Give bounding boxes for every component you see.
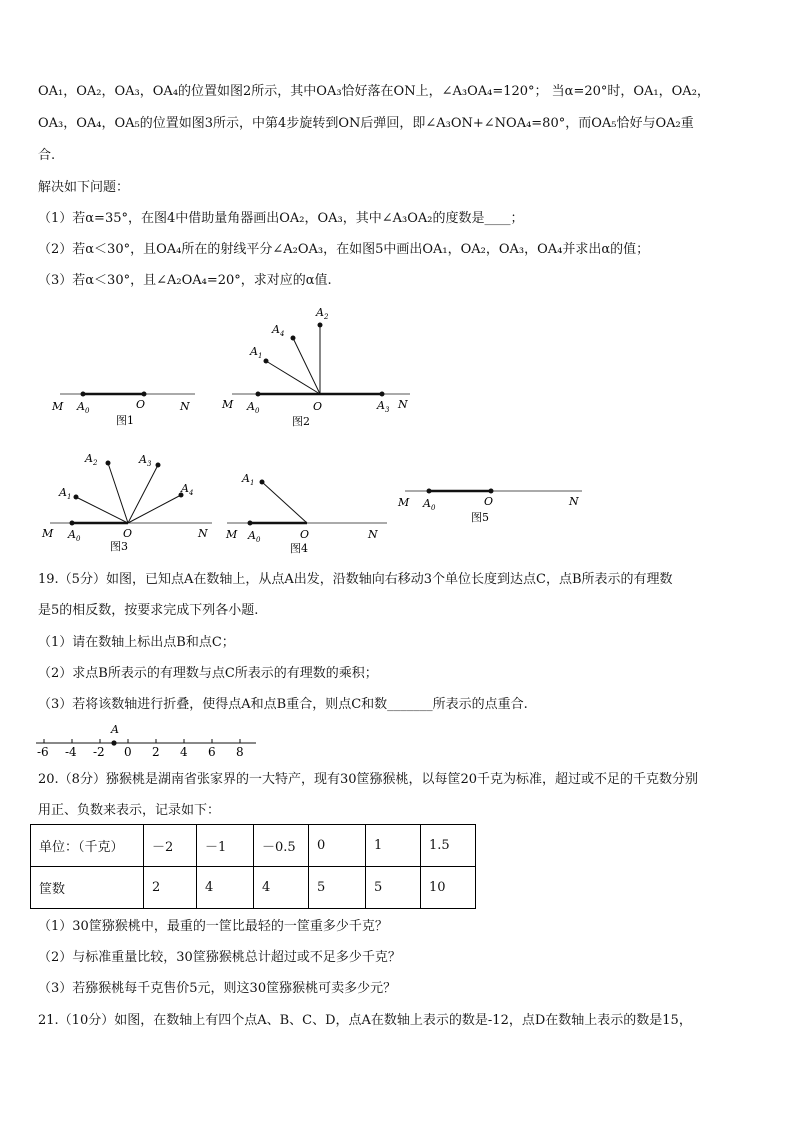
- fig2-label-o: O: [313, 400, 323, 413]
- text-line-4: 解决如下问题：: [38, 180, 130, 195]
- table-cell: 0: [309, 825, 366, 867]
- figure-4: [222, 466, 392, 558]
- fig4-label-o: O: [300, 528, 310, 541]
- fig5-label-a0: $A_0$: [423, 497, 436, 512]
- problem-20-q1: （1）30筐猕猴桃中，最重的一筐比最轻的一筐重多少千克？: [38, 919, 388, 934]
- problem-21-line-1: 21.（10分）如图，在数轴上有四个点A、B、C、D，点A在数轴上表示的数是-12，点D在数轴上表示的数是15，: [38, 1013, 692, 1028]
- table-cell: －2: [144, 825, 197, 867]
- weight-record-table: [30, 824, 476, 909]
- fig1-label-m: M: [52, 400, 64, 413]
- tick-label: 2: [152, 745, 160, 759]
- fig2-label-a4: $A_4$: [272, 323, 285, 338]
- table-cell: 4: [254, 867, 309, 909]
- table-cell: 5: [366, 867, 421, 909]
- figure-3: [40, 448, 225, 558]
- fig4-label-m: M: [226, 528, 238, 541]
- table-cell: 10: [421, 867, 476, 909]
- table-row: [31, 867, 476, 909]
- figure-2: [220, 300, 420, 435]
- table-cell: 1: [366, 825, 421, 867]
- table-cell: 筐数: [31, 867, 144, 909]
- figure-1: [40, 380, 210, 430]
- point-a-marker: [111, 740, 116, 745]
- number-line-tick-marks: [44, 739, 240, 743]
- fig2-label-a0: $A_0$: [247, 400, 260, 415]
- fig2-label-m: M: [222, 398, 234, 411]
- table-cell: 5: [309, 867, 366, 909]
- tick-label: 4: [180, 745, 188, 759]
- text-line-3: 合.: [38, 148, 56, 163]
- problem-20-line-2: 用正、负数来表示，记录如下：: [38, 803, 221, 818]
- fig5-label-o: O: [484, 495, 494, 508]
- table-cell: －0.5: [254, 825, 309, 867]
- fig2-label-a1: $A_1$: [250, 345, 263, 360]
- question-2: （2）若α＜30°，且OA₄所在的射线平分∠A₂OA₃，在如图5中画出OA₁，OA₂，OA₃，OA₄并求出α的值；: [38, 242, 650, 257]
- fig3-label-a3: $A_3$: [139, 453, 152, 468]
- text-line-2: OA₃，OA₄，OA₅的位置如图3所示，中第4步旋转到ON后弹回，即∠A₃ON+∠NOA₄=80°，而OA₅恰好与OA₂重: [38, 116, 694, 131]
- table-cell: 单位：（千克）: [31, 825, 144, 867]
- fig1-label-o: O: [136, 398, 146, 411]
- table-cell: －1: [197, 825, 254, 867]
- fig4-label-a0: $A_0$: [248, 529, 261, 544]
- point-a-label: A: [111, 723, 119, 736]
- fig1-label-n: N: [180, 400, 190, 413]
- problem-19-line-1: 19.（5分）如图，已知点A在数轴上，从点A出发，沿数轴向右移动3个单位长度到达点C，点B所表示的有理数: [38, 572, 673, 587]
- tick-label: -2: [93, 745, 105, 759]
- fig4-label-a1: $A_1$: [242, 472, 255, 487]
- fig2-caption: 图2: [292, 415, 310, 428]
- number-line: [34, 720, 264, 762]
- table-row: [31, 825, 476, 867]
- fig5-label-n: N: [569, 495, 579, 508]
- tick-label: 6: [208, 745, 216, 759]
- problem-20-line-1: 20.（8分）猕猴桃是湖南省张家界的一大特产，现有30筐猕猴桃，以每筐20千克为标准，超过或不足的千克数分别: [38, 772, 699, 787]
- fig3-caption: 图3: [110, 540, 128, 553]
- fig3-label-a4: $A_4$: [181, 482, 194, 497]
- figure-5: [395, 478, 590, 528]
- fig2-label-a2: $A_2$: [316, 306, 329, 321]
- table-cell: 4: [197, 867, 254, 909]
- question-1: （1）若α=35°，在图4中借助量角器画出OA₂，OA₃，其中∠A₃OA₂的度数是____；: [38, 211, 524, 226]
- fig3-label-a1: $A_1$: [59, 486, 72, 501]
- fig2-label-a3: $A_3$: [377, 399, 390, 414]
- fig3-label-a2: $A_2$: [85, 452, 98, 467]
- fig1-label-a0: $A_0$: [77, 400, 90, 415]
- fig2-label-n: N: [398, 398, 408, 411]
- problem-19-q2: （2）求点B所表示的有理数与点C所表示的有理数的乘积；: [38, 666, 378, 681]
- text-line-1: OA₁，OA₂，OA₃，OA₄的位置如图2所示，其中OA₃恰好落在ON上，∠A₃OA₄=120°； 当α=20°时，OA₁，OA₂，: [38, 84, 710, 99]
- table-cell: 1.5: [421, 825, 476, 867]
- fig5-label-m: M: [398, 496, 410, 509]
- problem-19-line-2: 是5的相反数，按要求完成下列各小题.: [38, 603, 259, 618]
- fig4-caption: 图4: [290, 542, 308, 555]
- problem-20-q2: （2）与标准重量比较，30筐猕猴桃总计超过或不足多少千克？: [38, 950, 401, 965]
- tick-label: -6: [37, 745, 49, 759]
- question-3: （3）若α＜30°，且∠A₂OA₄=20°，求对应的α值.: [38, 273, 332, 288]
- fig3-label-m: M: [42, 527, 54, 540]
- fig3-label-n: N: [198, 527, 208, 540]
- problem-20-q3: （3）若猕猴桃每千克售价5元，则这30筐猕猴桃可卖多少元？: [38, 981, 397, 996]
- problem-19-q3: （3）若将该数轴进行折叠，使得点A和点B重合，则点C和数_______所表示的点重合.: [38, 697, 528, 712]
- table-cell: 2: [144, 867, 197, 909]
- problem-19-q1: （1）请在数轴上标出点B和点C；: [38, 635, 235, 650]
- tick-label: 8: [236, 745, 244, 759]
- tick-label: 0: [124, 745, 132, 759]
- fig3-label-a0: $A_0$: [68, 528, 81, 543]
- fig5-caption: 图5: [471, 511, 489, 524]
- fig3-label-o: O: [123, 527, 133, 540]
- tick-label: -4: [65, 745, 77, 759]
- fig1-caption: 图1: [116, 414, 134, 427]
- fig4-label-n: N: [368, 528, 378, 541]
